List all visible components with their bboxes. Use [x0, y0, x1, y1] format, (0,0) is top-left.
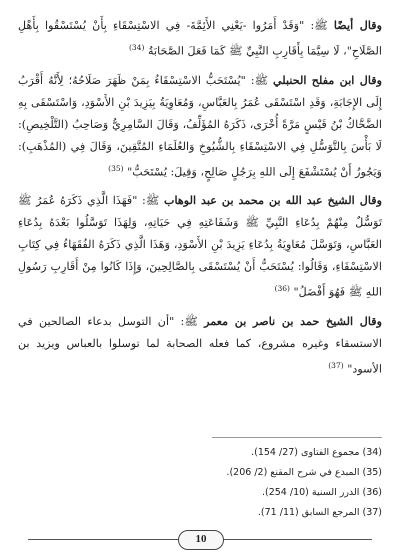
speaker-1: وقال أيضًا — [333, 18, 382, 32]
footnote-ref-36: (36) — [274, 284, 290, 294]
speaker-2: وقال ابن مفلح الحنبلي — [272, 72, 383, 87]
footnote-34: (34) مجموع الفتاوى (27/ 154). — [251, 447, 382, 458]
paragraph-4 — [18, 310, 382, 381]
footnote-35: (35) المبدع في شرح المقنع (2/ 206). — [226, 467, 382, 478]
page-number: 10 — [195, 533, 207, 545]
paragraph-3 — [18, 189, 382, 304]
speaker-3: وقال الشيخ عبد الله بن محمد بن عبد الوهاب — [163, 193, 383, 208]
page-number-badge — [178, 530, 224, 550]
footnote-36: (36) الدرر السنية (10/ 254). — [261, 487, 382, 498]
speaker-4: وقال الشيخ حمد بن ناصر بن معمر — [204, 314, 382, 329]
main-text — [18, 14, 382, 387]
footnote-ref-35: (35) — [108, 163, 124, 173]
paragraph-1 — [18, 14, 382, 63]
footnote-ref-37: (37) — [328, 361, 344, 371]
footnote-divider — [212, 437, 382, 438]
quote-4: ﷺ: "أن التوسل بدعاء الصالحين في الاستسقاء وغيره مشروع، كما فعله الصحابة لما توسلوا بالعباس ويزيد بن الأسود" — [18, 315, 382, 376]
paragraph-2 — [18, 69, 382, 184]
footnote-37: (37) المرجع السابق (11/ 71). — [257, 507, 382, 518]
footnote-ref-34: (34) — [128, 43, 145, 52]
quote-1: ﷺ: "وَقَدْ أَمَرُوا -يَعْنِي الأَئِمَّةَ- فِي الاسْتِسْقَاءِ بِأَنْ يُسْتَسْقُوا بِأَهْلِ الصَّلَاحِ"، لَا سِيَّمَا بِأَقَارِبِ النَّبِيِّ ﷺ كَمَا فَعَلَ الصَّحَابَةُ — [18, 19, 382, 58]
quote-2: ﷺ: "يُسْتَحَبُّ الاسْتِسْقَاءُ بِمَنْ ظَهَرَ صَلَاحُهُ؛ لِأَنَّهُ أَقْرَبُ إِلَى الإِجَابَةِ، وَقَدِ اسْتَسْقَى عُمَرُ بِالعَبَّاسِ، وَمُعَاوِيَةُ بِيَزِيدَ بْنِ الأَسْوَدِ، وَاسْتَسْقَى بِهِ الضَّحَّاكُ بْنُ قَيْسٍ مَرَّةً أُخْرَى، ذَكَرَهُ المُؤَلِّفُ، وَقَالَ السَّامِرِيُّ وَصَاحِبُ (التَّلْخِيصِ): لَا بَأْسَ بِالتَّوَسُّلِ فِي الاسْتِسْقَاءِ بِالشُّيُوخِ وَالعُلَمَاءِ المُتَّقِينَ، وَقَالَ فِي (المُذْهَبِ): وَيَجُوزُ أَنْ يُسْتَشْفَعَ إِلَى اللهِ بِرَجُلٍ صَالِحٍ، وَقِيلَ: يُسْتَحَبُّ" — [18, 73, 382, 179]
quote-3: ﷺ: "فَهَذَا الَّذِي ذَكَرَهُ عُمَرُ ﷺ تَوَسُّلٌ مِنْهُمْ بِدُعَاءِ النَّبِيِّ ﷺ وَشَفَاعَتِهِ فِي حَيَاتِهِ، وَلِهَذَا تَوَسَّلُوا بَعْدَهُ بِدُعَاءِ العَبَّاسِ، وَتَوَسَّلَ مُعَاوِيَةُ بِدُعَاءِ يَزِيدَ بْنِ الأَسْوَدِ، وَهَذَا الَّذِي ذَكَرَهُ الفُقَهَاءُ فِي كِتَابِ الاسْتِسْقَاءِ، وَقَالُوا: يُسْتَحَبُّ أَنْ يُسْتَسْقَى بِالصَّالِحِينَ، وَإِذَا كَانُوا مِنْ أَقَارِبِ رَسُولِ اللهِ ﷺ فَهُوَ أَفْضَلُ" — [18, 194, 382, 300]
